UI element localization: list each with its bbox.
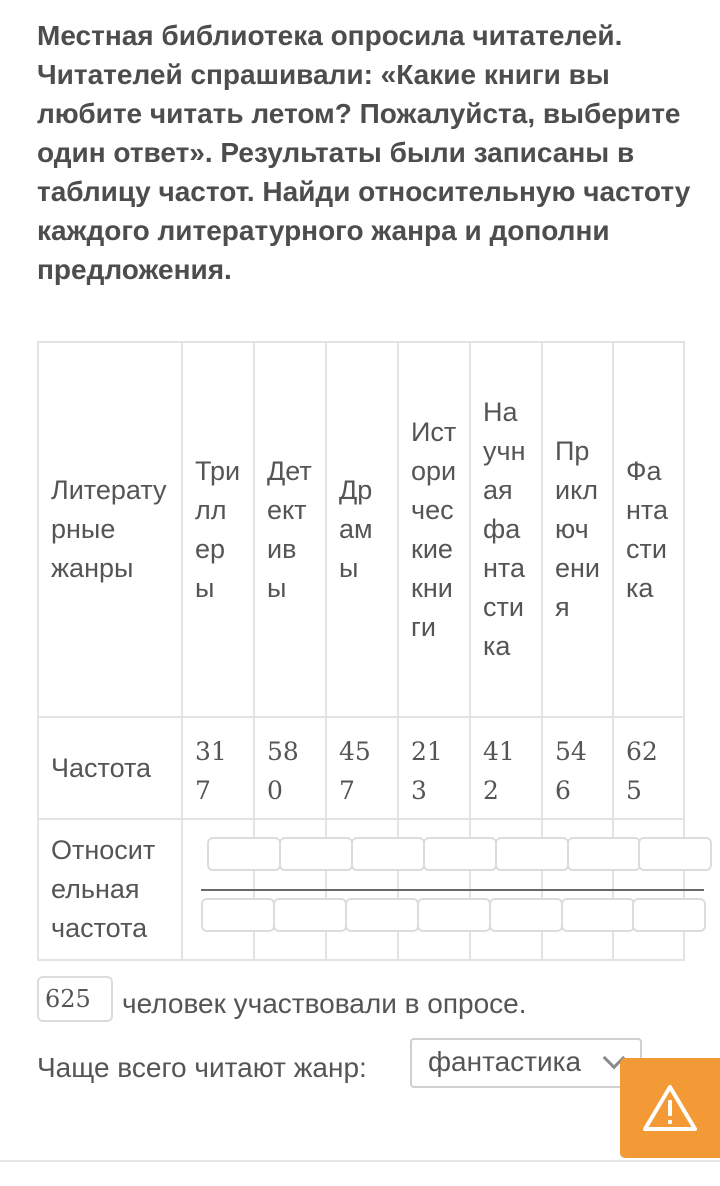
- numerator-input[interactable]: [638, 837, 712, 871]
- frequency-value: 213: [398, 717, 470, 819]
- numerator-input[interactable]: [567, 837, 641, 871]
- report-problem-button[interactable]: [620, 1058, 720, 1158]
- fraction-bar: [417, 889, 489, 891]
- denominator-input[interactable]: [417, 898, 491, 932]
- numerator-input[interactable]: [279, 837, 353, 871]
- numerator-input[interactable]: [495, 837, 569, 871]
- question-text: Местная библиотека опросила читателей. Читателей спрашивали: «Какие книги вы любите читать летом? Пожалуйста, выберите один ответ». Результаты были записаны в таблицу частот. Найди относительную частоту каждого литературного жанра и дополни предложения.: [37, 20, 691, 285]
- frequency-value: 546: [542, 717, 613, 819]
- genre-header: Фантастика: [613, 342, 684, 717]
- numerator-input[interactable]: [207, 837, 281, 871]
- frequency-value: 457: [326, 717, 398, 819]
- genre-header: Приключения: [542, 342, 613, 717]
- fraction-bar: [561, 889, 633, 891]
- total-participants-input[interactable]: 625: [37, 976, 113, 1022]
- relative-frequency-row: [38, 819, 684, 960]
- genre-header: Исторические книги: [398, 342, 470, 717]
- fraction-bar: [201, 889, 273, 891]
- fraction-bar: [632, 889, 704, 891]
- frequency-row: [38, 717, 684, 819]
- numerator-input[interactable]: [423, 837, 497, 871]
- frequency-row-label: Частота: [38, 717, 182, 819]
- genre-header: Детективы: [254, 342, 326, 717]
- frequency-value: 412: [470, 717, 542, 819]
- genre-header: Драмы: [326, 342, 398, 717]
- selected-genre: фантастика: [428, 1046, 582, 1077]
- frequency-value: 625: [613, 717, 684, 819]
- genre-header: Научная фантастика: [470, 342, 542, 717]
- relative-frequency-row-label: Относительная частота: [38, 819, 182, 960]
- genres-row-label: Литературные жанры: [38, 342, 182, 717]
- frequency-value: 580: [254, 717, 326, 819]
- bottom-divider: [0, 1160, 720, 1162]
- warning-icon: [642, 1083, 698, 1133]
- total-participants-text: человек участвовали в опросе.: [122, 988, 527, 1019]
- fraction-bar: [273, 889, 345, 891]
- frequency-table: [37, 341, 685, 961]
- fraction-bar: [345, 889, 417, 891]
- numerator-input[interactable]: [351, 837, 425, 871]
- denominator-input[interactable]: [489, 898, 563, 932]
- denominator-input[interactable]: [201, 898, 275, 932]
- denominator-input[interactable]: [273, 898, 347, 932]
- genre-header: Триллеры: [182, 342, 254, 717]
- denominator-input[interactable]: [632, 898, 706, 932]
- most-read-genre-select[interactable]: [410, 1038, 642, 1088]
- fraction-bar: [489, 889, 561, 891]
- denominator-input[interactable]: [561, 898, 635, 932]
- most-read-label: Чаще всего читают жанр:: [37, 1052, 367, 1083]
- denominator-input[interactable]: [345, 898, 419, 932]
- genres-row: [38, 342, 684, 717]
- relative-frequency-cell: [182, 819, 254, 960]
- frequency-value: 317: [182, 717, 254, 819]
